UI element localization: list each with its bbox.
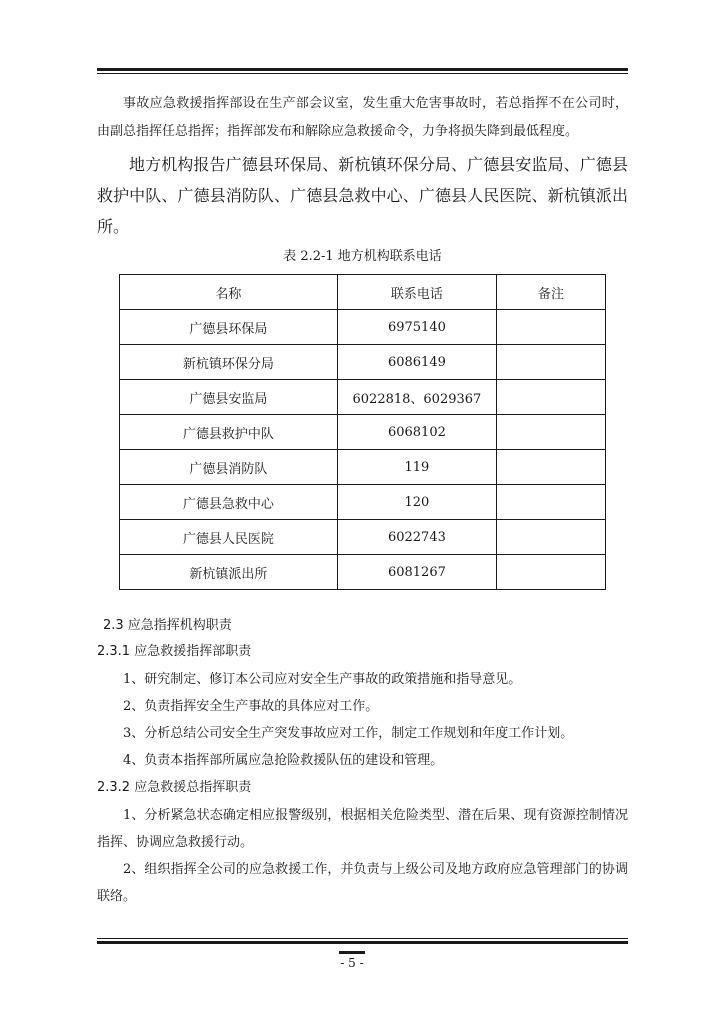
subsection-heading-2-3-1: 2.3.1 应急救援指挥部职责 <box>97 644 252 659</box>
cell-name: 新杭镇环保分局 <box>120 345 338 380</box>
table-header-row <box>120 275 606 310</box>
cell-phone: 6022818、6029367 <box>337 380 496 415</box>
paragraph-command-center: 事故应急救援指挥部设在生产部会议室，发生重大危害事故时，若总指挥不在公司时，由副总指挥任总指挥；指挥部发布和解除应急救援命令，力争将损失降到最低程度。 <box>97 96 628 139</box>
list-item: 3、分析总结公司安全生产突发事故应对工作，制定工作规划和年度工作计划。 <box>123 726 574 741</box>
list-item: 1、分析紧急状态确定相应报警级别，根据相关危险类型、潜在后果、现有资源控制情况指挥、协调应急救援行动。 <box>97 808 628 850</box>
table-row <box>120 450 606 485</box>
table-row <box>120 520 606 555</box>
cell-phone: 120 <box>337 485 496 520</box>
cell-note <box>496 555 605 590</box>
table-row <box>120 415 606 450</box>
cell-phone: 6086149 <box>337 345 496 380</box>
list-item: 1、研究制定、修订本公司应对安全生产事故的政策措施和指导意见。 <box>123 672 522 687</box>
table-row <box>120 485 606 520</box>
cell-note <box>496 520 605 555</box>
table-row <box>120 555 606 590</box>
section-heading-2-3: 2.3 应急指挥机构职责 <box>103 618 232 633</box>
cell-name: 新杭镇派出所 <box>120 555 338 590</box>
cell-phone: 6068102 <box>337 415 496 450</box>
cell-note <box>496 310 605 345</box>
cell-note <box>496 415 605 450</box>
table-row <box>120 310 606 345</box>
cell-phone: 119 <box>337 450 496 485</box>
list-item: 2、组织指挥全公司的应急救援工作，并负责与上级公司及地方政府应急管理部门的协调联络。 <box>97 862 628 904</box>
cell-note <box>496 345 605 380</box>
header-name: 名称 <box>120 275 338 310</box>
cell-name: 广德县安监局 <box>120 380 338 415</box>
header-phone: 联系电话 <box>337 275 496 310</box>
cell-note <box>496 485 605 520</box>
cell-name: 广德县救护中队 <box>120 415 338 450</box>
cell-name: 广德县急救中心 <box>120 485 338 520</box>
cell-phone: 6022743 <box>337 520 496 555</box>
cell-name: 广德县人民医院 <box>120 520 338 555</box>
cell-name: 广德县消防队 <box>120 450 338 485</box>
page-body <box>97 90 628 910</box>
table-row <box>120 345 606 380</box>
cell-phone: 6975140 <box>337 310 496 345</box>
paragraph-local-agencies: 地方机构报告广德县环保局、新杭镇环保分局、广德县安监局、广德县救护中队、广德县消防队、广德县急救中心、广德县人民医院、新杭镇派出所。 <box>97 155 628 236</box>
footer-rule-thin <box>97 938 628 939</box>
subsection-heading-2-3-2: 2.3.2 应急救援总指挥职责 <box>97 780 252 795</box>
cell-phone: 6081267 <box>337 555 496 590</box>
cell-note <box>496 450 605 485</box>
header-note: 备注 <box>496 275 605 310</box>
list-item: 4、负责本指挥部所属应急抢险救援队伍的建设和管理。 <box>123 753 444 768</box>
cell-name: 广德县环保局 <box>120 310 338 345</box>
header-rule-thin <box>97 73 628 74</box>
header-rule-thick <box>97 68 628 71</box>
contacts-table <box>119 274 606 590</box>
footer-rule-thick <box>97 941 628 944</box>
cell-note <box>496 380 605 415</box>
list-item: 2、负责指挥安全生产事故的具体应对工作。 <box>123 699 379 714</box>
page-number-mark <box>339 951 365 954</box>
table-caption: 表 2.2-1 地方机构联系电话 <box>283 249 442 264</box>
page-number: - 5 - <box>340 956 364 970</box>
table-row <box>120 380 606 415</box>
